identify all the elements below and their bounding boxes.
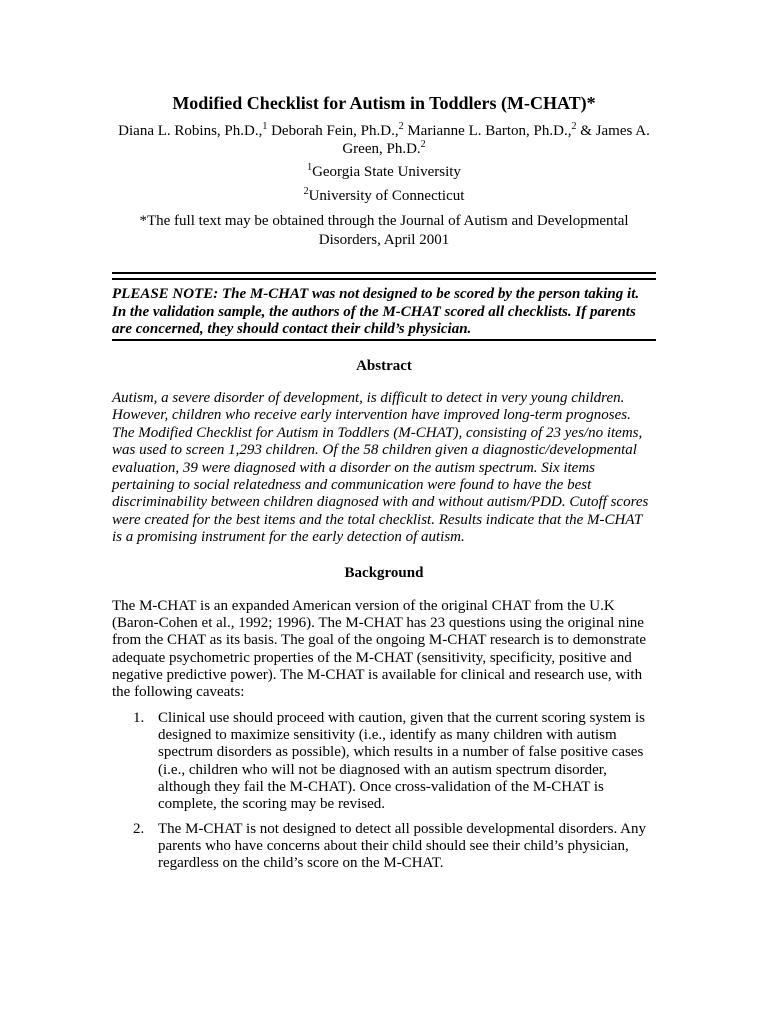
abstract-line: pertaining to social relatedness and communication were found to have the best (112, 477, 592, 494)
caveat-item (133, 821, 656, 873)
abstract-line: was used to screen 1,293 children. Of the 58 children given a diagnostic/developmental (112, 442, 637, 459)
caveat-item (133, 710, 656, 813)
abstract-line: discriminability between children diagnosed with and without autism/PDD. Cutoff scores (112, 494, 649, 511)
abstract-body (112, 390, 656, 547)
abstract-line: were created for the best items and the total checklist. Results indicate that the M-CHAT (112, 511, 643, 528)
background-line: negative predictive power). The M-CHAT is available for clinical and research use, with (112, 666, 643, 683)
affiliation-mark: 1 (262, 121, 268, 132)
background-line: The M-CHAT is an expanded American version of the original CHAT from the U.K (112, 598, 615, 614)
caveat-line: Clinical use should proceed with caution, given that the current scoring system is (158, 710, 645, 726)
caveat-line: designed to maximize sensitivity (i.e., identify as many children with autism (158, 727, 617, 744)
abstract-line: However, children who receive early intervention have improved long-term prognoses. (112, 407, 631, 424)
abstract-heading: Abstract (356, 358, 412, 374)
caveat-line: parents who have concerns about their child should see their child’s physician, (158, 838, 629, 855)
affiliation-name: Georgia State University (312, 164, 461, 180)
caveat-number: 1. (133, 710, 145, 726)
author-list (104, 122, 664, 158)
caveat-line: spectrum disorders as possible), which results in a number of false positive cases (158, 744, 644, 761)
affiliation-uconn (0, 187, 768, 205)
caveat-text (158, 821, 656, 873)
please-note-line: In the validation sample, the authors of the M-CHAT scored all checklists. If parents (112, 303, 636, 320)
caveat-text (158, 710, 656, 813)
author-name: Diana L. Robins, Ph.D., (118, 123, 263, 139)
divider (112, 339, 656, 341)
author-name: Marianne L. Barton, Ph.D., (407, 123, 572, 139)
affiliation-mark: 2 (571, 121, 577, 132)
caveat-line: (i.e., children who will not be diagnosed with an autism spectrum disorder, (158, 761, 607, 778)
abstract-line: is a promising instrument for the early detection of autism. (112, 529, 465, 546)
affiliation-mark: 1 (307, 162, 313, 173)
divider (112, 278, 656, 280)
background-heading: Background (344, 565, 424, 581)
please-note-box (112, 286, 656, 339)
please-note-line: are concerned, they should contact their child’s physician. (112, 321, 472, 337)
abstract-line: evaluation, 39 were diagnosed with a disorder on the autism spectrum. Six items (112, 459, 596, 476)
background-line: from the CHAT as its basis. The goal of the ongoing M-CHAT research is to demonstrate (112, 632, 647, 649)
affiliation-mark: 2 (420, 139, 426, 150)
please-note-line: PLEASE NOTE: The M-CHAT was not designed to be scored by the person taking it. (112, 286, 640, 302)
document-title: Modified Checklist for Autism in Toddlers (M-CHAT)* (172, 93, 596, 113)
background-body (112, 598, 656, 701)
author-name: Deborah Fein, Ph.D., (271, 123, 399, 139)
abstract-line: Autism, a severe disorder of development, is difficult to detect in very young children. (112, 390, 625, 406)
divider (112, 272, 656, 274)
background-line: adequate psychometric properties of the M-CHAT (sensitivity, specificity, positive and (112, 649, 632, 666)
full-text-note: *The full text may be obtained through the Journal of Autism and Developmental Disorders, April 2001 (139, 213, 629, 248)
caveat-line: although they fail the M-CHAT). Once cross-validation of the M-CHAT is (158, 778, 604, 795)
abstract-line: The Modified Checklist for Autism in Toddlers (M-CHAT), consisting of 23 yes/no items, (112, 424, 643, 441)
caveat-number: 2. (133, 821, 145, 837)
author-name: & James A. Green, Ph.D. (342, 123, 650, 157)
affiliation-mark: 2 (303, 186, 309, 197)
affiliation-mark: 2 (398, 121, 404, 132)
caveat-line: The M-CHAT is not designed to detect all possible developmental disorders. Any (158, 821, 646, 837)
affiliation-name: University of Connecticut (308, 188, 465, 204)
caveat-line: regardless on the child’s score on the M-CHAT. (158, 855, 444, 872)
background-line: (Baron-Cohen et al., 1992; 1996). The M-CHAT has 23 questions using the original nine (112, 615, 644, 632)
caveat-line: complete, the scoring may be revised. (158, 796, 386, 813)
affiliation-georgia-state (0, 163, 768, 181)
background-line: the following caveats: (112, 684, 245, 701)
